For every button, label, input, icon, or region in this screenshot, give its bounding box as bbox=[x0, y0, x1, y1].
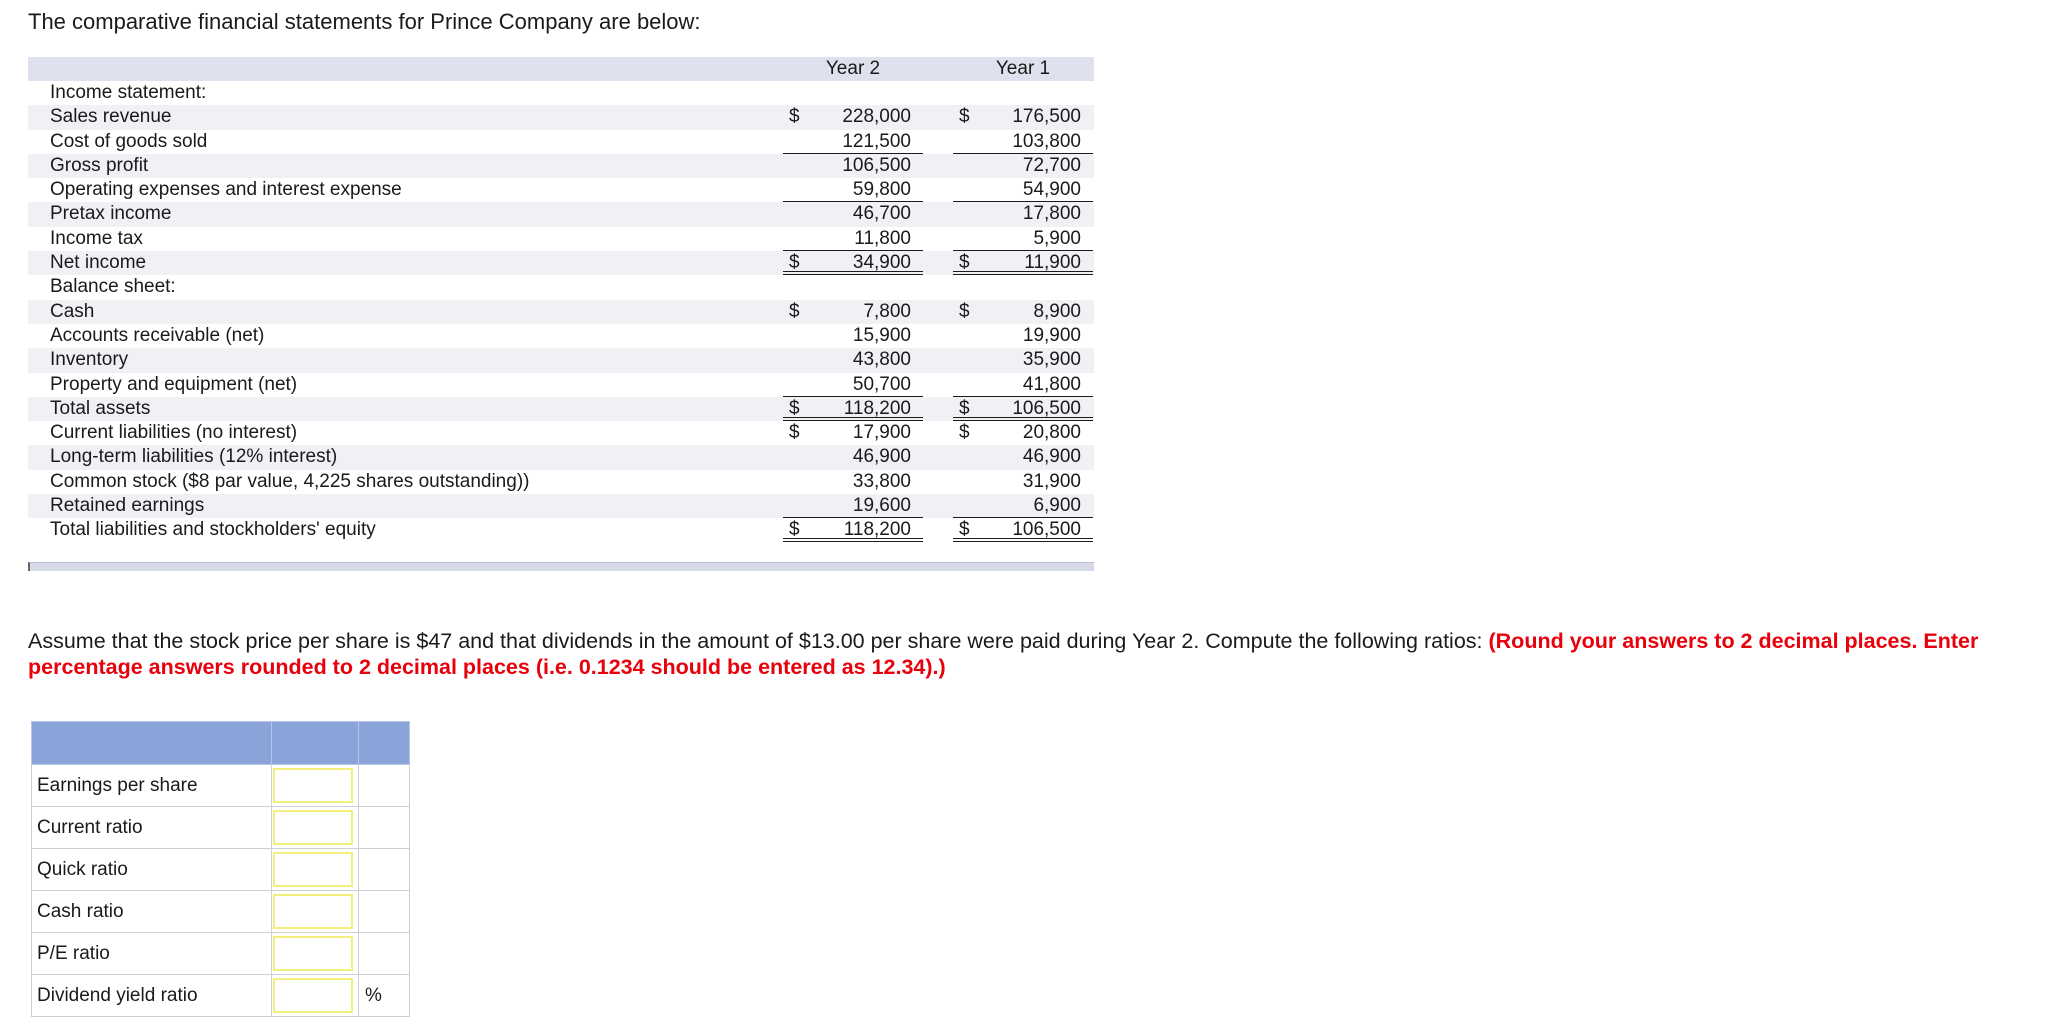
ratio-unit bbox=[359, 765, 410, 807]
statement-value-year2 bbox=[783, 178, 923, 202]
intro-text: The comparative financial statements for Prince Company are below: bbox=[28, 9, 701, 34]
amount: 20,800 bbox=[1022, 422, 1081, 444]
amount: 6,900 bbox=[1033, 495, 1081, 517]
statement-header-band bbox=[28, 57, 1094, 81]
ratio-answer-input[interactable] bbox=[273, 768, 353, 803]
statement-value-year1 bbox=[953, 518, 1093, 542]
statement-row bbox=[28, 105, 1094, 129]
amount: 31,900 bbox=[1022, 470, 1081, 492]
ratio-answer-input[interactable] bbox=[273, 894, 353, 929]
ratio-input-cell bbox=[272, 933, 359, 975]
ratio-row bbox=[32, 933, 410, 975]
ratio-label: Quick ratio bbox=[32, 849, 272, 891]
statement-row-label: Long-term liabilities (12% interest) bbox=[50, 446, 338, 468]
statement-row bbox=[28, 300, 1094, 324]
currency-symbol: $ bbox=[789, 422, 800, 444]
ratio-input-cell bbox=[272, 765, 359, 807]
statement-body bbox=[28, 81, 1094, 543]
ratio-answer-table bbox=[31, 721, 410, 1017]
ratio-label: Cash ratio bbox=[32, 891, 272, 933]
statement-value-year2 bbox=[783, 494, 923, 518]
ratio-input-cell bbox=[272, 975, 359, 1017]
statement-row bbox=[28, 130, 1094, 154]
amount: 5,900 bbox=[1033, 227, 1081, 249]
statement-row bbox=[28, 397, 1094, 421]
statement-row-label: Accounts receivable (net) bbox=[50, 324, 265, 346]
statement-row bbox=[28, 202, 1094, 226]
ratio-label: Earnings per share bbox=[32, 765, 272, 807]
statement-value-year2 bbox=[783, 105, 923, 129]
amount: 46,900 bbox=[852, 446, 911, 468]
amount: 19,900 bbox=[1022, 324, 1081, 346]
statement-row-label: Pretax income bbox=[50, 203, 172, 225]
ratio-unit bbox=[359, 807, 410, 849]
statement-value-year2 bbox=[783, 445, 923, 469]
statement-row-label: Income tax bbox=[50, 227, 143, 249]
column-header-year2: Year 2 bbox=[825, 58, 881, 79]
currency-symbol: $ bbox=[959, 422, 970, 444]
amount: 34,900 bbox=[852, 252, 911, 274]
statement-row bbox=[28, 421, 1094, 445]
statement-row bbox=[28, 275, 1094, 299]
amount: 54,900 bbox=[1022, 179, 1081, 201]
statement-value-year1 bbox=[953, 154, 1093, 178]
ratio-answer-input[interactable] bbox=[273, 810, 353, 845]
statement-value-year1 bbox=[953, 300, 1093, 324]
ratio-unit bbox=[359, 891, 410, 933]
ratio-unit bbox=[359, 933, 410, 975]
statement-value-year1 bbox=[953, 227, 1093, 251]
statement-value-year2 bbox=[783, 202, 923, 226]
statement-value-year1 bbox=[953, 421, 1093, 445]
ratio-unit: % bbox=[359, 975, 410, 1017]
amount: 121,500 bbox=[842, 130, 911, 152]
statement-value-year1 bbox=[953, 470, 1093, 494]
statement-value-year2 bbox=[783, 470, 923, 494]
currency-symbol: $ bbox=[789, 252, 800, 274]
statement-row-label: Net income bbox=[50, 252, 147, 274]
statement-row-label: Income statement: bbox=[50, 82, 207, 103]
statement-value-year1 bbox=[953, 397, 1093, 421]
statement-value-year1 bbox=[953, 202, 1093, 226]
statement-row-label: Sales revenue bbox=[50, 106, 172, 128]
amount: 41,800 bbox=[1022, 373, 1081, 395]
question-text bbox=[28, 628, 2038, 680]
statement-row bbox=[28, 227, 1094, 251]
amount: 103,800 bbox=[1012, 130, 1081, 152]
ratio-label: Current ratio bbox=[32, 807, 272, 849]
amount: 176,500 bbox=[1012, 106, 1081, 128]
currency-symbol: $ bbox=[789, 106, 800, 128]
statement-row bbox=[28, 324, 1094, 348]
statement-row bbox=[28, 178, 1094, 202]
currency-symbol: $ bbox=[959, 397, 970, 419]
amount: 72,700 bbox=[1022, 154, 1081, 176]
column-header-year1: Year 1 bbox=[995, 58, 1051, 79]
currency-symbol: $ bbox=[959, 519, 970, 541]
statement-row-label: Current liabilities (no interest) bbox=[50, 422, 298, 444]
ratio-answer-input[interactable] bbox=[273, 936, 353, 971]
statement-row-label: Common stock ($8 par value, 4,225 shares outstanding)) bbox=[50, 470, 530, 492]
rounding-instruction: (Round your answers to 2 decimal places. Enter percentage answers rounded to 2 decimal places (i.e. 0.1234 should be entered as 12.34).) bbox=[28, 629, 1979, 679]
amount: 33,800 bbox=[852, 470, 911, 492]
statement-row-label: Cost of goods sold bbox=[50, 130, 208, 152]
statement-value-year2 bbox=[783, 397, 923, 421]
statement-value-year1 bbox=[953, 130, 1093, 154]
amount: 43,800 bbox=[852, 349, 911, 371]
amount: 228,000 bbox=[842, 106, 911, 128]
amount: 15,900 bbox=[852, 324, 911, 346]
ratio-row bbox=[32, 765, 410, 807]
ratio-row bbox=[32, 807, 410, 849]
statement-row bbox=[28, 348, 1094, 372]
currency-symbol: $ bbox=[789, 300, 800, 322]
amount: 106,500 bbox=[842, 154, 911, 176]
statement-value-year1 bbox=[953, 494, 1093, 518]
ratio-answer-input[interactable] bbox=[273, 852, 353, 887]
statement-value-year2 bbox=[783, 251, 923, 275]
amount: 17,900 bbox=[852, 422, 911, 444]
statement-value-year2 bbox=[783, 324, 923, 348]
financial-statements-table bbox=[28, 57, 1094, 571]
amount: 59,800 bbox=[852, 179, 911, 201]
ratio-header-row bbox=[32, 722, 410, 765]
ratio-label: Dividend yield ratio bbox=[32, 975, 272, 1017]
statement-footer-bar bbox=[28, 562, 1094, 571]
amount: 11,900 bbox=[1024, 252, 1081, 274]
currency-symbol: $ bbox=[959, 300, 970, 322]
ratio-answer-input[interactable] bbox=[273, 978, 353, 1013]
statement-row bbox=[28, 445, 1094, 469]
statement-row-label: Cash bbox=[50, 300, 95, 322]
statement-row bbox=[28, 81, 1094, 105]
statement-row bbox=[28, 494, 1094, 518]
ratio-row bbox=[32, 975, 410, 1017]
statement-row-label: Retained earnings bbox=[50, 495, 205, 517]
statement-row-label: Property and equipment (net) bbox=[50, 373, 298, 395]
ratio-header-cell bbox=[32, 722, 272, 765]
statement-value-year2 bbox=[783, 421, 923, 445]
question-prompt: Assume that the stock price per share is $47 and that dividends in the amount of $13.00 per share were paid during Year 2. Compute the following ratios: bbox=[28, 629, 1489, 653]
currency-symbol: $ bbox=[789, 397, 800, 419]
currency-symbol: $ bbox=[789, 519, 800, 541]
statement-value-year1 bbox=[953, 105, 1093, 129]
amount: 11,800 bbox=[854, 227, 911, 249]
statement-value-year1 bbox=[953, 373, 1093, 397]
amount: 118,200 bbox=[843, 397, 911, 419]
statement-row bbox=[28, 154, 1094, 178]
ratio-row bbox=[32, 891, 410, 933]
amount: 17,800 bbox=[1022, 203, 1081, 225]
statement-value-year1 bbox=[953, 324, 1093, 348]
statement-value-year1 bbox=[953, 251, 1093, 275]
ratio-row bbox=[32, 849, 410, 891]
statement-value-year2 bbox=[783, 154, 923, 178]
statement-row bbox=[28, 251, 1094, 275]
ratio-input-cell bbox=[272, 849, 359, 891]
statement-value-year1 bbox=[953, 178, 1093, 202]
statement-row-label: Inventory bbox=[50, 349, 129, 371]
statement-row bbox=[28, 470, 1094, 494]
ratio-unit bbox=[359, 849, 410, 891]
amount: 8,900 bbox=[1033, 300, 1081, 322]
statement-value-year2 bbox=[783, 348, 923, 372]
statement-row bbox=[28, 518, 1094, 542]
statement-row-label: Balance sheet: bbox=[50, 276, 176, 298]
currency-symbol: $ bbox=[959, 252, 970, 274]
amount: 46,900 bbox=[1022, 446, 1081, 468]
ratio-header-cell bbox=[272, 722, 359, 765]
ratio-label: P/E ratio bbox=[32, 933, 272, 975]
statement-value-year2 bbox=[783, 373, 923, 397]
statement-row bbox=[28, 373, 1094, 397]
amount: 46,700 bbox=[852, 203, 911, 225]
amount: 50,700 bbox=[852, 373, 911, 395]
statement-value-year1 bbox=[953, 445, 1093, 469]
amount: 118,200 bbox=[843, 519, 911, 541]
amount: 7,800 bbox=[863, 300, 911, 322]
statement-row-label: Gross profit bbox=[50, 154, 149, 176]
amount: 19,600 bbox=[852, 495, 911, 517]
statement-value-year2 bbox=[783, 518, 923, 542]
amount: 35,900 bbox=[1022, 349, 1081, 371]
statement-row-label: Total assets bbox=[50, 397, 151, 419]
statement-row-label: Total liabilities and stockholders' equity bbox=[50, 519, 376, 541]
ratio-input-cell bbox=[272, 807, 359, 849]
ratio-input-cell bbox=[272, 891, 359, 933]
statement-value-year2 bbox=[783, 130, 923, 154]
amount: 106,500 bbox=[1012, 519, 1081, 541]
currency-symbol: $ bbox=[959, 106, 970, 128]
statement-value-year1 bbox=[953, 348, 1093, 372]
statement-row-label: Operating expenses and interest expense bbox=[50, 179, 402, 201]
ratio-header-cell bbox=[359, 722, 410, 765]
statement-value-year2 bbox=[783, 227, 923, 251]
amount: 106,500 bbox=[1012, 397, 1081, 419]
statement-value-year2 bbox=[783, 300, 923, 324]
